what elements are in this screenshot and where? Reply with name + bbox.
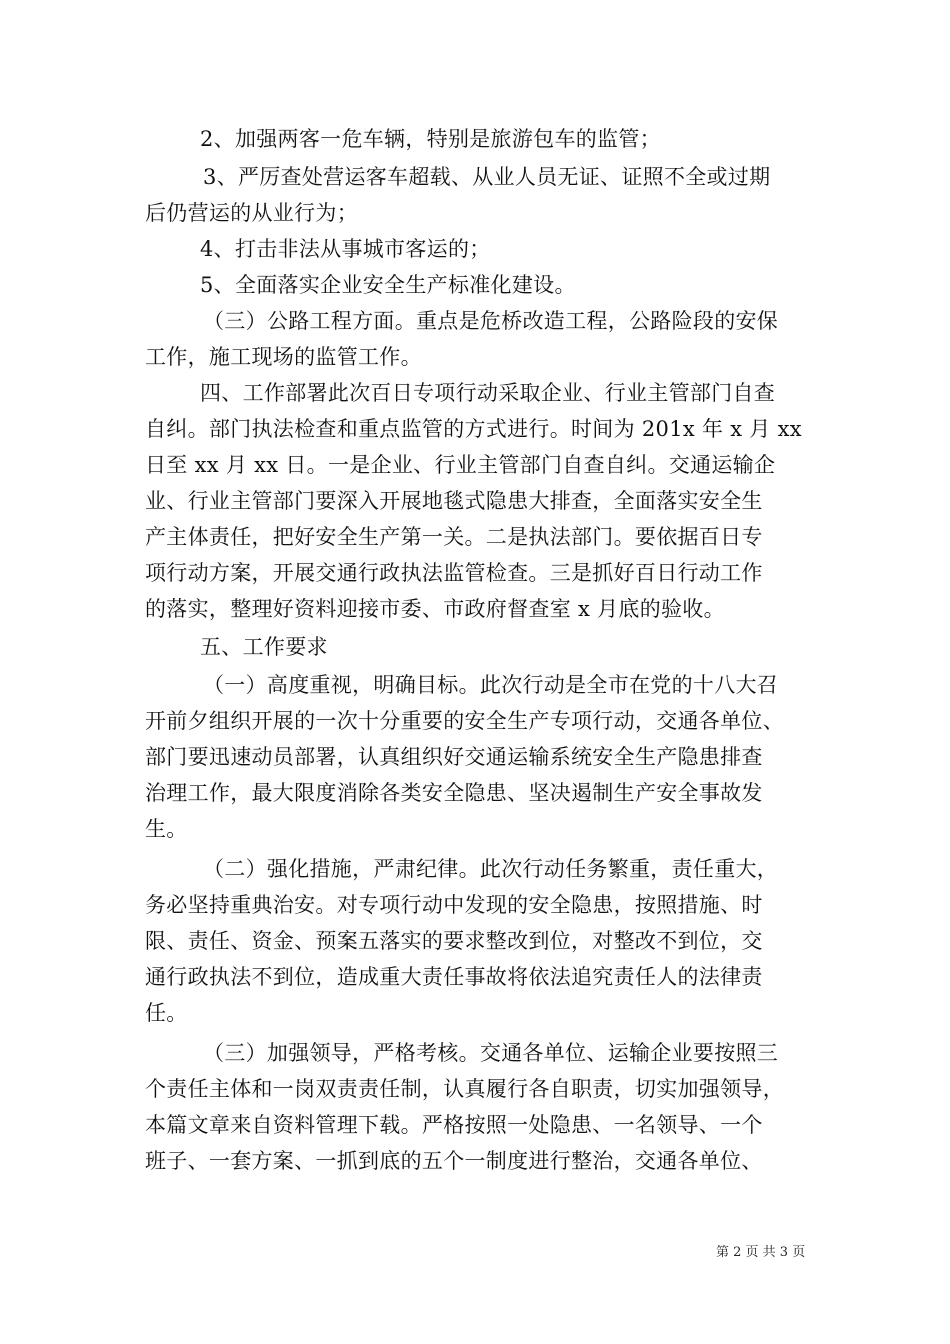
section-heading: 五、工作要求 [200, 635, 328, 659]
text-line: 工作，施工现场的监管工作。 [145, 345, 422, 369]
text-line: （三）公路工程方面。重点是危桥改造工程，公路险段的安保 [203, 309, 779, 333]
text-line: 产主体责任，把好安全生产第一关。二是执法部门。要依据百日专 [145, 525, 763, 549]
text-line: 2、加强两客一危车辆，特别是旅游包车的监管； [200, 127, 661, 151]
page-number-footer: 第 2 页 共 3 页 [716, 1245, 806, 1260]
text-line: 3、严厉查处营运客车超载、从业人员无证、证照不全或过期 [203, 165, 771, 189]
text-line: 治理工作，最大限度消除各类安全隐患、坚决遏制生产安全事故发 [145, 781, 763, 805]
text-line: 4、打击非法从事城市客运的； [200, 237, 491, 261]
text-line: 5、全面落实企业安全生产标准化建设。 [200, 273, 576, 297]
text-line: 通行政执法不到位，造成重大责任事故将依法追究责任人的法律责 [145, 965, 763, 989]
text-line: （一）高度重视，明确目标。此次行动是全市在党的十八大召 [203, 673, 779, 697]
text-line: 限、责任、资金、预案五落实的要求整改到位，对整改不到位，交 [145, 929, 763, 953]
text-line: 任。 [145, 1001, 188, 1025]
text-line: 自纠。部门执法检查和重点监管的方式进行。时间为 201x 年 x 月 xx [145, 417, 802, 441]
text-line: 项行动方案，开展交通行政执法监管检查。三是抓好百日行动工作 [145, 561, 763, 585]
text-line: 日至 xx 月 xx 日。一是企业、行业主管部门自查自纠。交通运输企 [145, 453, 776, 477]
text-line: 业、行业主管部门要深入开展地毯式隐患大排查，全面落实安全生 [145, 489, 763, 513]
text-line: 生。 [145, 817, 188, 841]
text-line: 部门要迅速动员部署，认真组织好交通运输系统安全生产隐患排查 [145, 745, 763, 769]
text-line: （三）加强领导，严格考核。交通各单位、运输企业要按照三 [203, 1041, 779, 1065]
text-line: 后仍营运的从业行为； [145, 201, 358, 225]
text-line: 开前夕组织开展的一次十分重要的安全生产专项行动，交通各单位、 [145, 709, 784, 733]
text-line: 个责任主体和一岗双责责任制，认真履行各自职责，切实加强领导， [145, 1077, 784, 1101]
text-line: 务必坚持重典治安。对专项行动中发现的安全隐患，按照措施、时 [145, 893, 763, 917]
text-line: 四、工作部署此次百日专项行动采取企业、行业主管部门自查 [200, 381, 776, 405]
text-line: 班子、一套方案、一抓到底的五个一制度进行整治，交通各单位、 [145, 1149, 763, 1173]
text-line: 本篇文章来自资料管理下载。严格按照一处隐患、一名领导、一个 [145, 1113, 763, 1137]
text-line: 的落实，整理好资料迎接市委、市政府督查室 x 月底的验收。 [145, 597, 725, 621]
text-line: （二）强化措施，严肃纪律。此次行动任务繁重，责任重大， [203, 857, 779, 881]
